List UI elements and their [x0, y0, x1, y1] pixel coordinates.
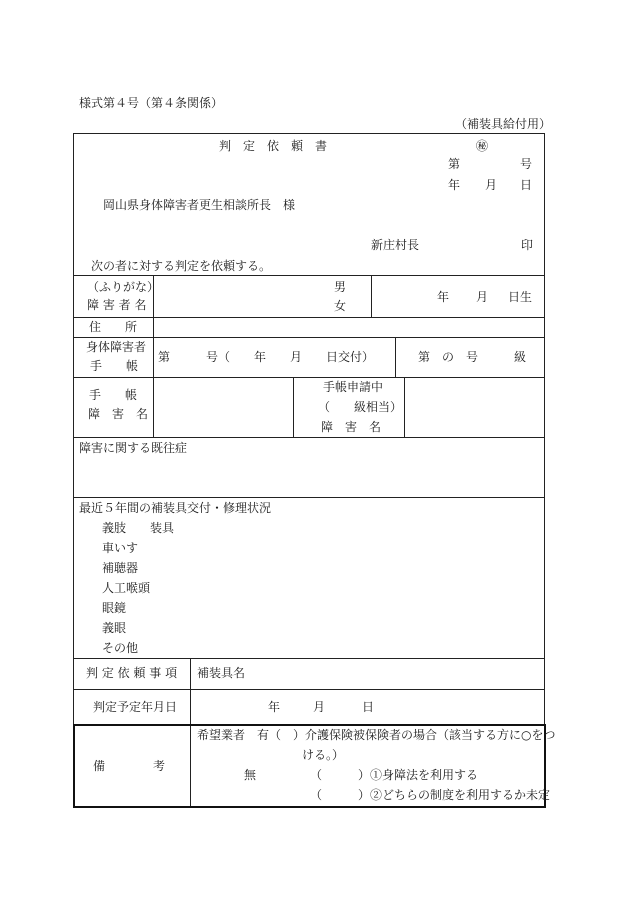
divider-request-top	[73, 658, 545, 659]
recent-item: 義眼	[102, 621, 127, 635]
request-text: 次の者に対する判定を依頼する。	[91, 259, 272, 273]
col-divider-label	[153, 275, 154, 437]
date-year: 年	[448, 178, 461, 192]
gender-female: 女	[334, 299, 347, 313]
remarks-line-1: 希望業者 有（ ）介護保険被保険者の場合（該当する方に○をつ	[197, 728, 556, 742]
applying-line-2: （ 級相当）	[318, 400, 403, 414]
divider-applicant-top	[73, 275, 545, 276]
addressee: 岡山県身体障害者更生相談所長 様	[103, 198, 296, 212]
birth-month: 月	[476, 290, 489, 304]
recent-label: 最近５年間の補装具交付・修理状況	[79, 501, 272, 515]
remarks-option-1: （ ）①身障法を利用する	[310, 768, 479, 782]
address-label: 住 所	[89, 320, 138, 334]
col-divider-class	[395, 337, 396, 377]
handbook-label-2: 手 帳	[90, 359, 139, 373]
col-divider-applying-right	[404, 377, 405, 437]
divider-recent-top	[73, 497, 545, 498]
scheduled-month: 月	[313, 700, 326, 714]
form-title: 判 定 依 頼 書	[219, 139, 328, 153]
form-frame	[73, 133, 545, 725]
request-item-value: 補装具名	[197, 666, 246, 680]
remarks-line-2: ける。）	[302, 748, 345, 762]
birth-day: 日生	[508, 290, 533, 304]
scheduled-year: 年	[268, 700, 281, 714]
col-divider-birth	[371, 275, 372, 317]
number-prefix: 第	[448, 157, 461, 171]
history-label: 障害に関する既往症	[79, 441, 188, 455]
recent-item: 補聴器	[102, 561, 139, 575]
disability-label-2: 障 害 名	[88, 407, 149, 421]
furigana-label: （ふりがな）	[87, 280, 160, 294]
divider-address-top	[73, 317, 545, 318]
seal-mark: 印	[521, 238, 534, 252]
recent-item: その他	[102, 641, 139, 655]
number-suffix: 号	[520, 157, 533, 171]
date-month: 月	[485, 178, 498, 192]
recent-item: 車いす	[102, 541, 139, 555]
applying-line-1: 手帳申請中	[323, 380, 384, 394]
confidential-mark: ㊙	[476, 139, 489, 153]
handbook-label-1: 身体障害者	[86, 340, 147, 354]
usage-note: （補装具給付用）	[455, 117, 552, 131]
recent-item: 義肢 装具	[102, 521, 175, 535]
form-number: 様式第４号（第４条関係）	[79, 96, 224, 110]
birth-year: 年	[437, 290, 450, 304]
divider-handbook-top	[73, 337, 545, 338]
applying-line-3: 障 害 名	[321, 420, 382, 434]
remarks-option-2: （ ）②どちらの制度を利用するか未定	[310, 788, 551, 802]
divider-date-top	[73, 689, 545, 690]
remarks-label: 備 考	[93, 759, 166, 773]
recent-item: 人工喉頭	[102, 581, 151, 595]
col-divider-applying-left	[293, 377, 294, 437]
scheduled-day: 日	[362, 700, 375, 714]
recent-item: 眼鏡	[102, 601, 127, 615]
handbook-issue: 第 号（ 年 月 日交付）	[158, 350, 375, 364]
date-day: 日	[520, 178, 533, 192]
scheduled-date-label: 判定予定年月日	[93, 700, 178, 714]
handbook-class: 第 の 号 級	[418, 350, 527, 364]
request-item-label: 判 定 依 頼 事 項	[86, 666, 178, 680]
remarks-none: 無	[244, 768, 257, 782]
divider-disability-top	[73, 377, 545, 378]
gender-male: 男	[334, 280, 347, 294]
name-label: 障 害 者 名	[87, 298, 147, 312]
disability-label-1: 手 帳	[89, 388, 138, 402]
sender: 新庄村長	[371, 238, 420, 252]
divider-history-top	[73, 437, 545, 438]
